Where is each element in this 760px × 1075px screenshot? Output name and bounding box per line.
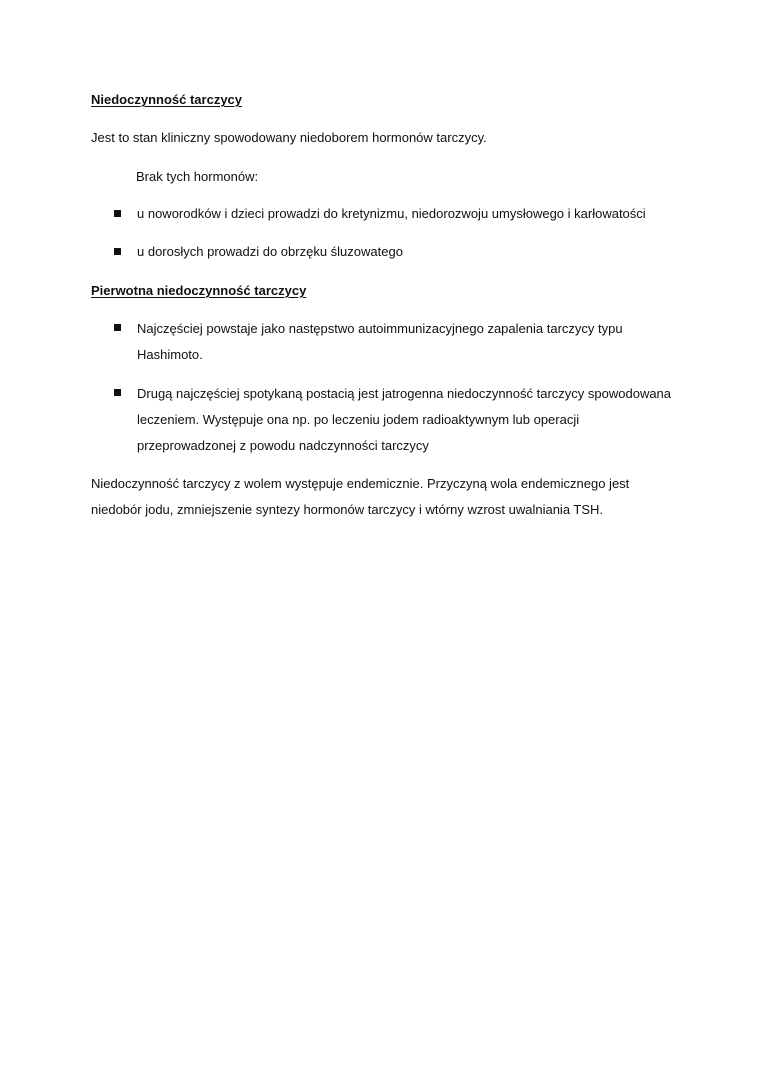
square-bullet-icon <box>114 324 121 331</box>
closing-paragraph-line: niedobór jodu, zmniejszenie syntezy hormonów tarczycy i wtórny wzrost uwalniania TSH. <box>91 502 604 517</box>
square-bullet-icon <box>114 210 121 217</box>
bullet-text-line: leczeniem. Występuje ona np. po leczeniu jodem radioaktywnym lub operacji <box>137 412 580 427</box>
bullet-text-line: Najczęściej powstaje jako następstwo autoimmunizacyjnego zapalenia tarczycy typu <box>137 321 623 336</box>
bullet-text-line: Hashimoto. <box>137 347 203 362</box>
intro-paragraph: Jest to stan kliniczny spowodowany niedoborem hormonów tarczycy. <box>91 130 487 145</box>
bullet-text-line: przeprowadzonej z powodu nadczynności tarczycy <box>137 438 429 453</box>
square-bullet-icon <box>114 389 121 396</box>
section-heading: Pierwotna niedoczynność tarczycy <box>91 283 307 298</box>
bullet-text-line: Drugą najczęściej spotykaną postacią jest jatrogenna niedoczynność tarczycy spowodowana <box>137 386 672 401</box>
closing-paragraph-line: Niedoczynność tarczycy z wolem występuje endemicznie. Przyczyną wola endemicznego jest <box>91 476 630 491</box>
bullet-text: u dorosłych prowadzi do obrzęku śluzowatego <box>137 244 403 259</box>
lead-text: Brak tych hormonów: <box>136 169 259 184</box>
square-bullet-icon <box>114 248 121 255</box>
section-heading: Niedoczynność tarczycy <box>91 92 243 107</box>
bullet-text: u noworodków i dzieci prowadzi do kretynizmu, niedorozwoju umysłowego i karłowatości <box>137 206 646 221</box>
